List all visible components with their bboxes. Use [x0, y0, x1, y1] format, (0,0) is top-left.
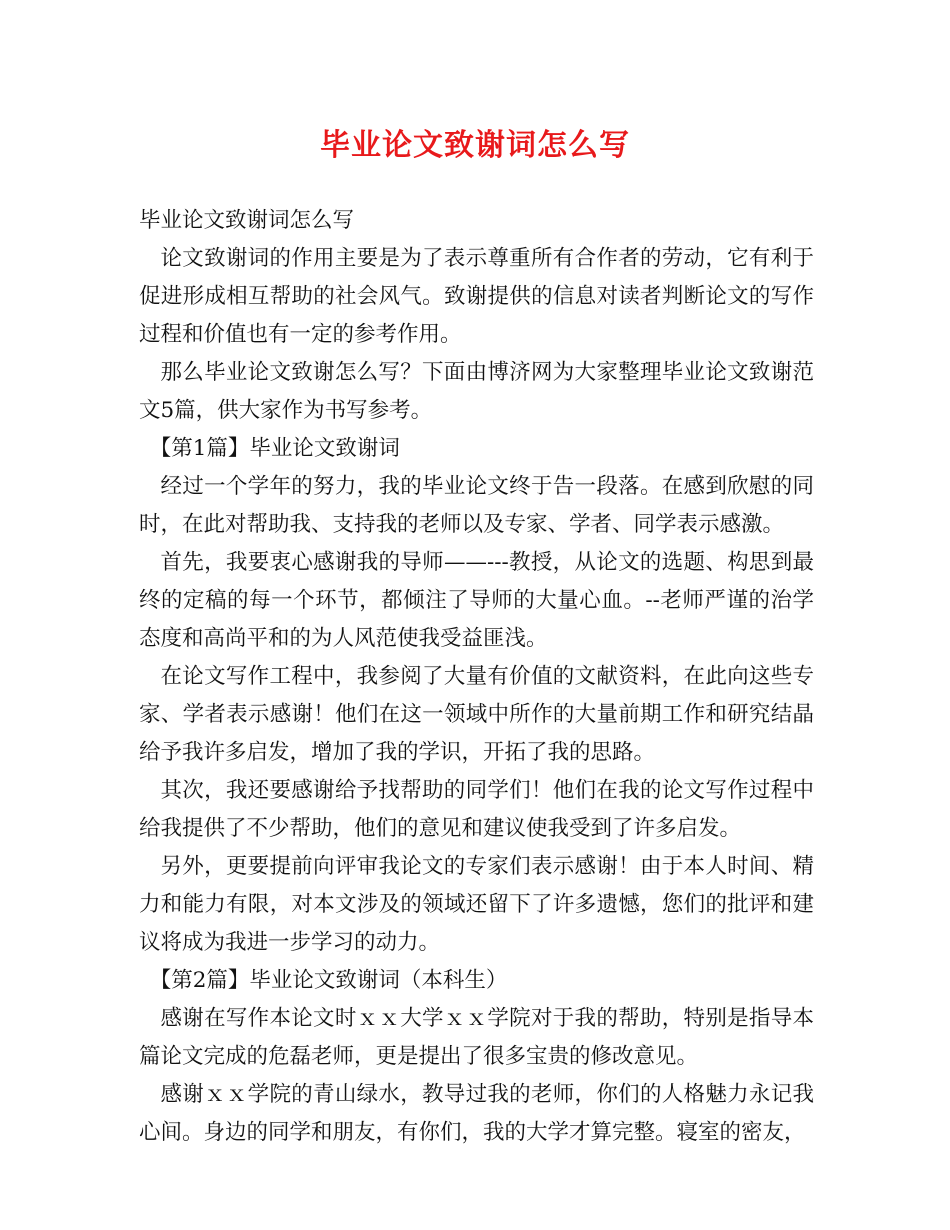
- section-heading: 【第1篇】毕业论文致谢词: [149, 436, 400, 461]
- paragraph: 感谢在写作本论文时ｘｘ大学ｘｘ学院对于我的帮助，特别是指导本篇论文完成的危磊老师，更是提出了很多宝贵的修改意见。: [139, 1006, 814, 1069]
- paragraph: 首先，我要衷心感谢我的导师——---教授，从论文的选题、构思到最终的定稿的每一个环节，都倾注了导师的大量心血。--老师严谨的治学态度和高尚平和的为人风范使我受益匪浅。: [139, 550, 814, 651]
- paragraph: 感谢ｘｘ学院的青山绿水，教导过我的老师，你们的人格魅力永记我心间。身边的同学和朋友，有你们，我的大学才算完整。寝室的密友，: [139, 1082, 814, 1145]
- document-body: [139, 202, 814, 1152]
- paragraph: 在论文写作工程中，我参阅了大量有价值的文献资料，在此向这些专家、学者表示感谢！他们在这一领域中所作的大量前期工作和研究结晶给予我许多启发，增加了我的学识，开拓了我的思路。: [139, 664, 814, 765]
- document-title: 毕业论文致谢词怎么写: [320, 128, 630, 163]
- paragraph: 那么毕业论文致谢怎么写？下面由博济网为大家整理毕业论文致谢范文5篇，供大家作为书写参考。: [139, 360, 814, 423]
- paragraph: 其次，我还要感谢给予找帮助的同学们！他们在我的论文写作过程中给我提供了不少帮助，他们的意见和建议使我受到了许多启发。: [139, 778, 814, 841]
- subtitle-line: 毕业论文致谢词怎么写: [139, 208, 355, 233]
- section-heading: 【第2篇】毕业论文致谢词（本科生）: [149, 968, 508, 993]
- paragraph: 论文致谢词的作用主要是为了表示尊重所有合作者的劳动，它有利于促进形成相互帮助的社会风气。致谢提供的信息对读者判断论文的写作过程和价值也有一定的参考作用。: [139, 246, 814, 347]
- paragraph: 经过一个学年的努力，我的毕业论文终于告一段落。在感到欣慰的同时，在此对帮助我、支持我的老师以及专家、学者、同学表示感激。: [139, 474, 814, 537]
- paragraph: 另外，更要提前向评审我论文的专家们表示感谢！由于本人时间、精力和能力有限，对本文涉及的领域还留下了许多遗憾，您们的批评和建议将成为我进一步学习的动力。: [139, 854, 814, 955]
